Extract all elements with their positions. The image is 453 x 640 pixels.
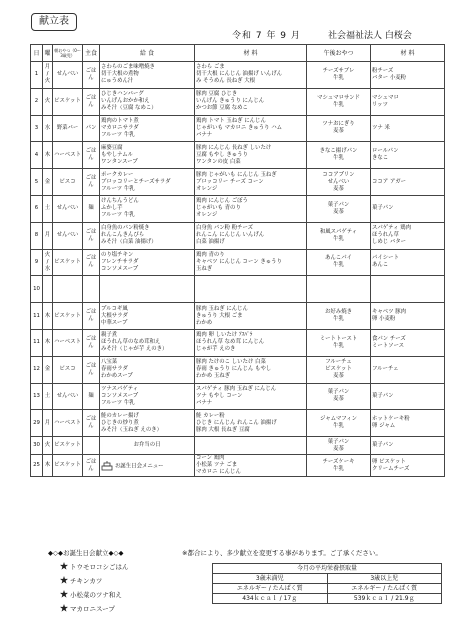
- organization-name: 社会福祉法人 白桜会: [328, 31, 412, 41]
- menu-staple: ごはん: [83, 329, 100, 356]
- menu-morning-snack: せんべい: [53, 222, 83, 249]
- menu-pm-snack: ミートトースト 牛乳: [307, 329, 371, 356]
- menu-ingredients: 豚肉 じゃがいも にんじん 玉ねぎ ブロッコリー チーズ コーン オレンジ: [195, 169, 307, 196]
- menu-ingredients: [195, 276, 307, 303]
- menu-weekday: 水: [43, 115, 53, 142]
- menu-day: 5: [31, 169, 43, 196]
- menu-pm-ingredients: マシュマロ リッツ: [371, 88, 445, 115]
- nutrition-group-over3: 3歳以上児: [327, 574, 442, 584]
- menu-weekday: 月: [43, 410, 53, 437]
- menu-morning-snack: ハーベスト: [53, 329, 83, 356]
- menu-row: [31, 356, 445, 383]
- menu-pm-ingredients: 菓子パン: [371, 437, 445, 455]
- menu-pm-snack: ツナおにぎり 麦茶: [307, 115, 371, 142]
- star-icon: [60, 604, 68, 612]
- birthday-item: マカロニスープ: [60, 604, 115, 613]
- menu-ingredients: さわら ごま 切干大根 にんじん 油揚げ いんげん み そうめん 長ねぎ 大根: [195, 62, 307, 89]
- menu-pm-ingredients: ホットケーキ粉 卵 ジャム: [371, 410, 445, 437]
- menu-staple: ごはん: [83, 356, 100, 383]
- menu-day: 10: [31, 276, 43, 303]
- menu-morning-snack: ハーベスト: [53, 142, 83, 169]
- menu-ingredients: 鮭 カレー粉 ひじき にんじん れんこん 油揚げ 豚肉 大根 長ねぎ 豆腐: [195, 410, 307, 437]
- menu-staple: ごはん: [83, 222, 100, 249]
- birthday-item: チキンカツ: [60, 576, 102, 585]
- menu-meal: 麻婆豆腐 もやしナムル ワンタンスープ: [100, 142, 195, 169]
- cake-icon: [101, 461, 113, 471]
- menu-weekday: 木: [43, 329, 53, 356]
- menu-morning-snack: せんべい: [53, 62, 83, 89]
- menu-pm-snack: ココアプリン せんべい 麦茶: [307, 169, 371, 196]
- menu-row: [31, 303, 445, 330]
- menu-row: [31, 249, 445, 276]
- nutrition-group-under3: 3歳未満児: [213, 574, 328, 584]
- menu-pm-ingredients: 卵 ビスケット クリームチーズ: [371, 455, 445, 477]
- menu-weekday: 月: [43, 222, 53, 249]
- menu-weekday: 火 / 水: [43, 249, 53, 276]
- menu-day: 2: [31, 88, 43, 115]
- menu-ingredients: 鶏肉 青のり キャベツ にんじん コーン きゅうり 玉ねぎ: [195, 249, 307, 276]
- menu-day: 11: [31, 303, 43, 330]
- menu-pm-ingredients: スパゲティ 鶏肉 ほうれん草 しめじ バター: [371, 222, 445, 249]
- menu-morning-snack: ビスケット: [53, 88, 83, 115]
- nutrition-value-over3: 539ｋｃａｌ / 21.9ｇ: [327, 594, 442, 604]
- menu-day: 3: [31, 115, 43, 142]
- menu-ingredients: 豚肉 玉ねぎ にんじん きゅうり 大根 ごま わかめ: [195, 303, 307, 330]
- menu-table: [30, 44, 445, 477]
- menu-row: [31, 88, 445, 115]
- menu-meal: 鶏肉のトマト煮 マカロニサラダ フルーツ 牛乳: [100, 115, 195, 142]
- menu-morning-snack: ハーベスト: [53, 410, 83, 437]
- menu-staple: ごはん: [83, 249, 100, 276]
- menu-day: 30: [31, 437, 43, 455]
- menu-pm-snack: お好み焼き 牛乳: [307, 303, 371, 330]
- menu-meal: ポークカレー ブロッコリーとチーズサラダ フルーツ 牛乳: [100, 169, 195, 196]
- menu-meal: お誕生日会メニュー: [100, 455, 195, 477]
- menu-morning-snack: ビスコ: [53, 356, 83, 383]
- nutrition-table: [212, 563, 442, 604]
- menu-row: [31, 455, 445, 477]
- menu-pm-snack: チーズサブレ 牛乳: [307, 62, 371, 89]
- menu-day: 1: [31, 62, 43, 89]
- menu-day: 29: [31, 410, 43, 437]
- star-icon: [60, 562, 68, 570]
- menu-row: [31, 222, 445, 249]
- menu-morning-snack: ビスケット: [53, 455, 83, 477]
- menu-meal: 八宝菜 春雨サラダ わかめスープ: [100, 356, 195, 383]
- menu-ingredients: 鶏肉 にんじん ごぼう じゃがいも 青のり オレンジ: [195, 195, 307, 222]
- menu-weekday: [43, 276, 53, 303]
- menu-staple: パン: [83, 115, 100, 142]
- menu-pm-snack: ジャムマフィン 牛乳: [307, 410, 371, 437]
- menu-day: 11: [31, 329, 43, 356]
- menu-meal: さわらのごま味噌焼き 切干大根の煮物 にゅうめん汁: [100, 62, 195, 89]
- menu-staple: [83, 276, 100, 303]
- menu-day: 6: [31, 195, 43, 222]
- menu-pm-snack: [307, 276, 371, 303]
- menu-meal: のり塩チキン フレンチサラダ コンソメスープ: [100, 249, 195, 276]
- menu-meal: ツナスパゲティ コンソメスープ フルーツ 牛乳: [100, 383, 195, 410]
- menu-pm-snack: 菓子パン 麦茶: [307, 195, 371, 222]
- menu-row: [31, 276, 445, 303]
- menu-ingredients: 豚肉 にんじん 長ねぎ しいたけ 豆腐 もやし きゅうり ワンタンの皮 白菜: [195, 142, 307, 169]
- col-morning-snack: 朝おやつ（0〜3歳児）: [53, 45, 83, 62]
- menu-ingredients: 白身魚 パン粉 粉チーズ れんこん にんじん いんげん 白菜 油揚げ: [195, 222, 307, 249]
- menu-meal: ひじきハンバーグ いんげんおかか和え みそ汁（豆腐 なめこ）: [100, 88, 195, 115]
- menu-staple: ごはん: [83, 169, 100, 196]
- menu-pm-ingredients: キャベツ 豚肉 卵 小麦粉: [371, 303, 445, 330]
- menu-pm-ingredients: ツナ 米: [371, 115, 445, 142]
- menu-row: [31, 329, 445, 356]
- menu-pm-ingredients: [371, 276, 445, 303]
- menu-day: 12: [31, 356, 43, 383]
- menu-weekday: 火: [43, 88, 53, 115]
- col-staple: 主食: [83, 45, 100, 62]
- menu-weekday: 木: [43, 455, 53, 477]
- menu-staple: ごはん: [83, 142, 100, 169]
- menu-meal: 親子煮 ほうれん草のなめ茸和え みそ汁（じゃが芋 えのき）: [100, 329, 195, 356]
- nutrition-label: エネルギー / たんぱく質: [327, 584, 442, 594]
- menu-pm-ingredients: パイシート あんこ: [371, 249, 445, 276]
- menu-meal: [100, 276, 195, 303]
- menu-row: [31, 383, 445, 410]
- menu-staple: 麺: [83, 195, 100, 222]
- menu-pm-snack: あんこパイ 牛乳: [307, 249, 371, 276]
- menu-meal: お弁当の日: [100, 437, 195, 455]
- menu-weekday: 土: [43, 383, 53, 410]
- menu-staple: ごはん: [83, 455, 100, 477]
- change-note: ※都合により、多少献立を変更する事があります。ご了承ください。: [182, 549, 382, 557]
- menu-staple: 麺: [83, 383, 100, 410]
- menu-pm-snack: 菓子パン 麦茶: [307, 383, 371, 410]
- menu-meal: けんちんうどん ふかし芋 フルーツ 牛乳: [100, 195, 195, 222]
- col-meal: 給 食: [100, 45, 195, 62]
- birthday-menu-title: ◆◇◆お誕生日会献立◆◇◆: [48, 549, 124, 557]
- menu-row: [31, 62, 445, 89]
- menu-ingredients: [195, 437, 307, 455]
- menu-morning-snack: [53, 276, 83, 303]
- menu-weekday: 火: [43, 437, 53, 455]
- menu-morning-snack: 野菜バー: [53, 115, 83, 142]
- menu-pm-ingredients: フルーチェ: [371, 356, 445, 383]
- menu-staple: ごはん: [83, 88, 100, 115]
- menu-pm-ingredients: 食パン チーズ ミートソース: [371, 329, 445, 356]
- menu-weekday: 月 / 火: [43, 62, 53, 89]
- menu-pm-ingredients: 菓子パン: [371, 195, 445, 222]
- menu-row: [31, 142, 445, 169]
- nutrition-value-under3: 434ｋｃａｌ / 17ｇ: [213, 594, 328, 604]
- menu-weekday: 金: [43, 356, 53, 383]
- col-weekday: 曜: [43, 45, 53, 62]
- menu-row: [31, 437, 445, 455]
- menu-pm-ingredients: 粉チーズ バター 小麦粉: [371, 62, 445, 89]
- menu-weekday: 土: [43, 195, 53, 222]
- menu-day: 13: [31, 383, 43, 410]
- star-icon: [60, 590, 68, 598]
- menu-day: 8: [31, 222, 43, 249]
- menu-month: 令和 7 年 9 月: [232, 31, 301, 41]
- menu-morning-snack: せんべい: [53, 383, 83, 410]
- menu-pm-snack: 菓子パン 麦茶: [307, 437, 371, 455]
- menu-ingredients: スパゲティ 豚肉 玉ねぎ にんじん ツナ もやし コーン バナナ: [195, 383, 307, 410]
- menu-pm-snack: フルーチェ ビスケット 麦茶: [307, 356, 371, 383]
- col-ingredients: 材 料: [195, 45, 307, 62]
- col-day: 日: [31, 45, 43, 62]
- menu-row: [31, 169, 445, 196]
- menu-row: [31, 115, 445, 142]
- menu-weekday: 金: [43, 169, 53, 196]
- menu-staple: ごはん: [83, 303, 100, 330]
- menu-ingredients: 豚肉 たけのこ しいたけ 白菜 春雨 きゅうり にんじん もやし わかめ 玉ねぎ: [195, 356, 307, 383]
- menu-pm-ingredients: ロールパン きなこ: [371, 142, 445, 169]
- menu-morning-snack: ビスケット: [53, 249, 83, 276]
- nutrition-label: エネルギー / たんぱく質: [213, 584, 328, 594]
- menu-weekday: 木: [43, 303, 53, 330]
- menu-day: 25: [31, 455, 43, 477]
- col-pm-snack: 午後おやつ: [307, 45, 371, 62]
- page-title: 献立表: [31, 13, 77, 31]
- star-icon: [60, 576, 68, 584]
- menu-morning-snack: ビスコ: [53, 169, 83, 196]
- birthday-item: トウモロコシごはん: [60, 562, 129, 571]
- menu-pm-snack: マシュマロサンド 牛乳: [307, 88, 371, 115]
- menu-pm-snack: 和風スパゲティ 牛乳: [307, 222, 371, 249]
- menu-meal: 鮭のカレー揚げ ひじきの炒り煮 みそ汁（玉ねぎ えのき）: [100, 410, 195, 437]
- menu-pm-ingredients: 菓子パン: [371, 383, 445, 410]
- menu-row: [31, 410, 445, 437]
- menu-day: 9: [31, 249, 43, 276]
- nutrition-title: 今月の平均栄養摂取量: [213, 564, 442, 574]
- birthday-item: 小松菜のツナ和え: [60, 590, 122, 599]
- menu-row: [31, 195, 445, 222]
- menu-pm-snack: チーズケーキ 牛乳: [307, 455, 371, 477]
- menu-morning-snack: ビスケット: [53, 437, 83, 455]
- menu-meal: プルコギ風 大根サラダ 中華スープ: [100, 303, 195, 330]
- menu-staple: ごはん: [83, 410, 100, 437]
- menu-staple: [83, 437, 100, 455]
- menu-morning-snack: ビスケット: [53, 303, 83, 330]
- menu-staple: ごはん: [83, 62, 100, 89]
- col-pm-ingredients: 材 料: [371, 45, 445, 62]
- menu-ingredients: 鶏肉 卵 しいたけ ｱｽﾊﾟﾗ ほうれん草 なめ茸 にんじん じゃが芋 えのき: [195, 329, 307, 356]
- menu-day: 4: [31, 142, 43, 169]
- menu-pm-ingredients: ココア アガー: [371, 169, 445, 196]
- menu-weekday: 木: [43, 142, 53, 169]
- menu-morning-snack: せんべい: [53, 195, 83, 222]
- menu-ingredients: 鶏肉 トマト 玉ねぎ にんじん じゃがいも マカロニ きゅうり ハム バナナ: [195, 115, 307, 142]
- menu-ingredients: 豚肉 豆腐 ひじき いんげん きゅうり にんじん かつお節 豆腐 なめこ: [195, 88, 307, 115]
- menu-pm-snack: きなこ揚げパン 牛乳: [307, 142, 371, 169]
- menu-ingredients: コーン 鶏肉 小松菜 ツナ ごま マカロニ にんじん: [195, 455, 307, 477]
- menu-meal: 白身魚のパン粉焼き れんこんきんぴら みそ汁（白菜 油揚げ）: [100, 222, 195, 249]
